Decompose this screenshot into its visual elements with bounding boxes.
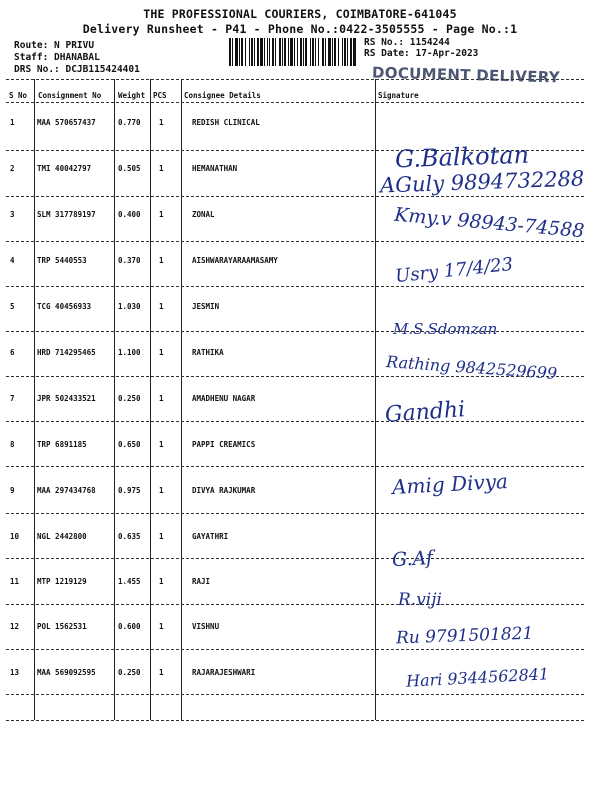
row-signature: Hari 9344562841 <box>405 664 550 691</box>
row-separator <box>6 241 584 242</box>
document-delivery-stamp: DOCUMENT DELIVERY <box>371 63 561 87</box>
row-separator <box>6 694 584 695</box>
row-pcs: 1 <box>159 440 164 449</box>
row-sno: 12 <box>10 622 20 631</box>
row-separator <box>6 466 584 467</box>
row-weight: 0.635 <box>118 532 141 541</box>
column-divider <box>181 79 182 720</box>
row-consignment: JPR 502433521 <box>37 394 96 403</box>
row-weight: 0.370 <box>118 256 141 265</box>
row-sno: 13 <box>10 668 20 677</box>
row-separator <box>6 331 584 332</box>
row-consignment: TMI 40042797 <box>37 164 92 173</box>
row-consignment: POL 1562531 <box>37 622 87 631</box>
col-header-pcs: PCS <box>153 91 167 100</box>
row-consignee: JESMIN <box>192 302 220 311</box>
row-consignment: TCG 40456933 <box>37 302 92 311</box>
row-consignee: VISHNU <box>192 622 220 631</box>
row-weight: 0.600 <box>118 622 141 631</box>
header-bottom-rule <box>6 102 584 103</box>
row-signature: AGuly 9894732288 <box>379 166 585 198</box>
row-separator <box>6 286 584 287</box>
row-separator <box>6 513 584 514</box>
table-bottom-rule <box>6 720 584 721</box>
row-sno: 3 <box>10 210 15 219</box>
row-consignment: NGL 2442800 <box>37 532 87 541</box>
row-consignee: AMADHENU NAGAR <box>192 394 256 403</box>
row-pcs: 1 <box>159 532 164 541</box>
row-signature: M.S.Sdomzan <box>393 320 498 338</box>
row-sno: 7 <box>10 394 15 403</box>
row-weight: 1.030 <box>118 302 141 311</box>
row-weight: 0.250 <box>118 394 141 403</box>
row-sno: 8 <box>10 440 15 449</box>
column-divider <box>34 79 35 720</box>
row-weight: 1.455 <box>118 577 141 586</box>
row-separator <box>6 196 584 197</box>
row-pcs: 1 <box>159 577 164 586</box>
row-consignment: TRP 6891185 <box>37 440 87 449</box>
row-pcs: 1 <box>159 118 164 127</box>
row-pcs: 1 <box>159 302 164 311</box>
header-top-rule <box>6 79 584 80</box>
row-sno: 4 <box>10 256 15 265</box>
row-pcs: 1 <box>159 668 164 677</box>
row-sno: 2 <box>10 164 15 173</box>
row-separator <box>6 604 584 605</box>
col-header-consignment: Consignment No <box>38 91 102 100</box>
row-weight: 0.400 <box>118 210 141 219</box>
row-pcs: 1 <box>159 256 164 265</box>
row-signature: Kmy.v 98943-74588 <box>393 203 586 243</box>
row-signature: R.viji <box>398 590 442 610</box>
row-signature: Gandhi <box>384 397 466 428</box>
row-weight: 0.975 <box>118 486 141 495</box>
row-consignment: MAA 569092595 <box>37 668 96 677</box>
row-separator <box>6 421 584 422</box>
row-pcs: 1 <box>159 486 164 495</box>
row-weight: 0.505 <box>118 164 141 173</box>
row-pcs: 1 <box>159 210 164 219</box>
row-pcs: 1 <box>159 164 164 173</box>
row-pcs: 1 <box>159 622 164 631</box>
staff-label: Staff: DHANABAL <box>14 52 100 63</box>
row-consignee: RAJARAJESHWARI <box>192 668 256 677</box>
row-consignee: REDISH CLINICAL <box>192 118 260 127</box>
barcode-image <box>229 38 357 66</box>
row-pcs: 1 <box>159 394 164 403</box>
route-label: Route: N PRIVU <box>14 40 95 51</box>
row-consignee: HEMANATHAN <box>192 164 238 173</box>
col-header-consignee: Consignee Details <box>184 91 261 100</box>
row-consignee: AISHWARAYARAAMASAMY <box>192 256 278 265</box>
row-sno: 11 <box>10 577 20 586</box>
column-divider <box>375 79 376 720</box>
column-divider <box>150 79 151 720</box>
row-consignee: RATHIKA <box>192 348 224 357</box>
row-consignee: RAJI <box>192 577 211 586</box>
rs-date: RS Date: 17-Apr-2023 <box>364 48 479 59</box>
row-sno: 1 <box>10 118 15 127</box>
row-weight: 1.100 <box>118 348 141 357</box>
runsheet-title: Delivery Runsheet - P41 - Phone No.:0422-3505555 - Page No.:1 <box>82 22 518 36</box>
row-signature: Amig Divya <box>391 468 509 500</box>
column-divider <box>114 79 115 720</box>
row-sno: 9 <box>10 486 15 495</box>
row-consignment: TRP 5440553 <box>37 256 87 265</box>
col-header-sno: S No <box>9 91 28 100</box>
row-sno: 10 <box>10 532 20 541</box>
row-signature: Usry 17/4/23 <box>394 253 515 288</box>
row-weight: 0.650 <box>118 440 141 449</box>
rs-number: RS No.: 1154244 <box>364 37 450 48</box>
row-consignment: SLM 317789197 <box>37 210 96 219</box>
row-weight: 0.770 <box>118 118 141 127</box>
drs-number: DRS No.: DCJB115424401 <box>14 64 140 75</box>
row-separator <box>6 558 584 559</box>
row-consignee: ZONAL <box>192 210 215 219</box>
company-title: THE PROFESSIONAL COURIERS, COIMBATORE-641045 <box>143 7 457 21</box>
row-weight: 0.250 <box>118 668 141 677</box>
row-consignment: MTP 1219129 <box>37 577 87 586</box>
row-signature: G.Balkotan <box>394 140 530 174</box>
row-consignee: PAPPI CREAMICS <box>192 440 256 449</box>
row-consignee: DIVYA RAJKUMAR <box>192 486 256 495</box>
row-pcs: 1 <box>159 348 164 357</box>
row-sno: 5 <box>10 302 15 311</box>
row-sno: 6 <box>10 348 15 357</box>
row-signature: Rathing 9842529699 <box>385 352 558 383</box>
row-separator <box>6 649 584 650</box>
col-header-signature: Signature <box>378 91 419 100</box>
row-signature: G.Af <box>391 546 434 572</box>
row-consignee: GAYATHRI <box>192 532 229 541</box>
row-consignment: HRD 714295465 <box>37 348 96 357</box>
col-header-weight: Weight <box>118 91 146 100</box>
row-consignment: MAA 297434768 <box>37 486 96 495</box>
row-consignment: MAA 570657437 <box>37 118 96 127</box>
row-signature: Ru 9791501821 <box>395 623 534 649</box>
